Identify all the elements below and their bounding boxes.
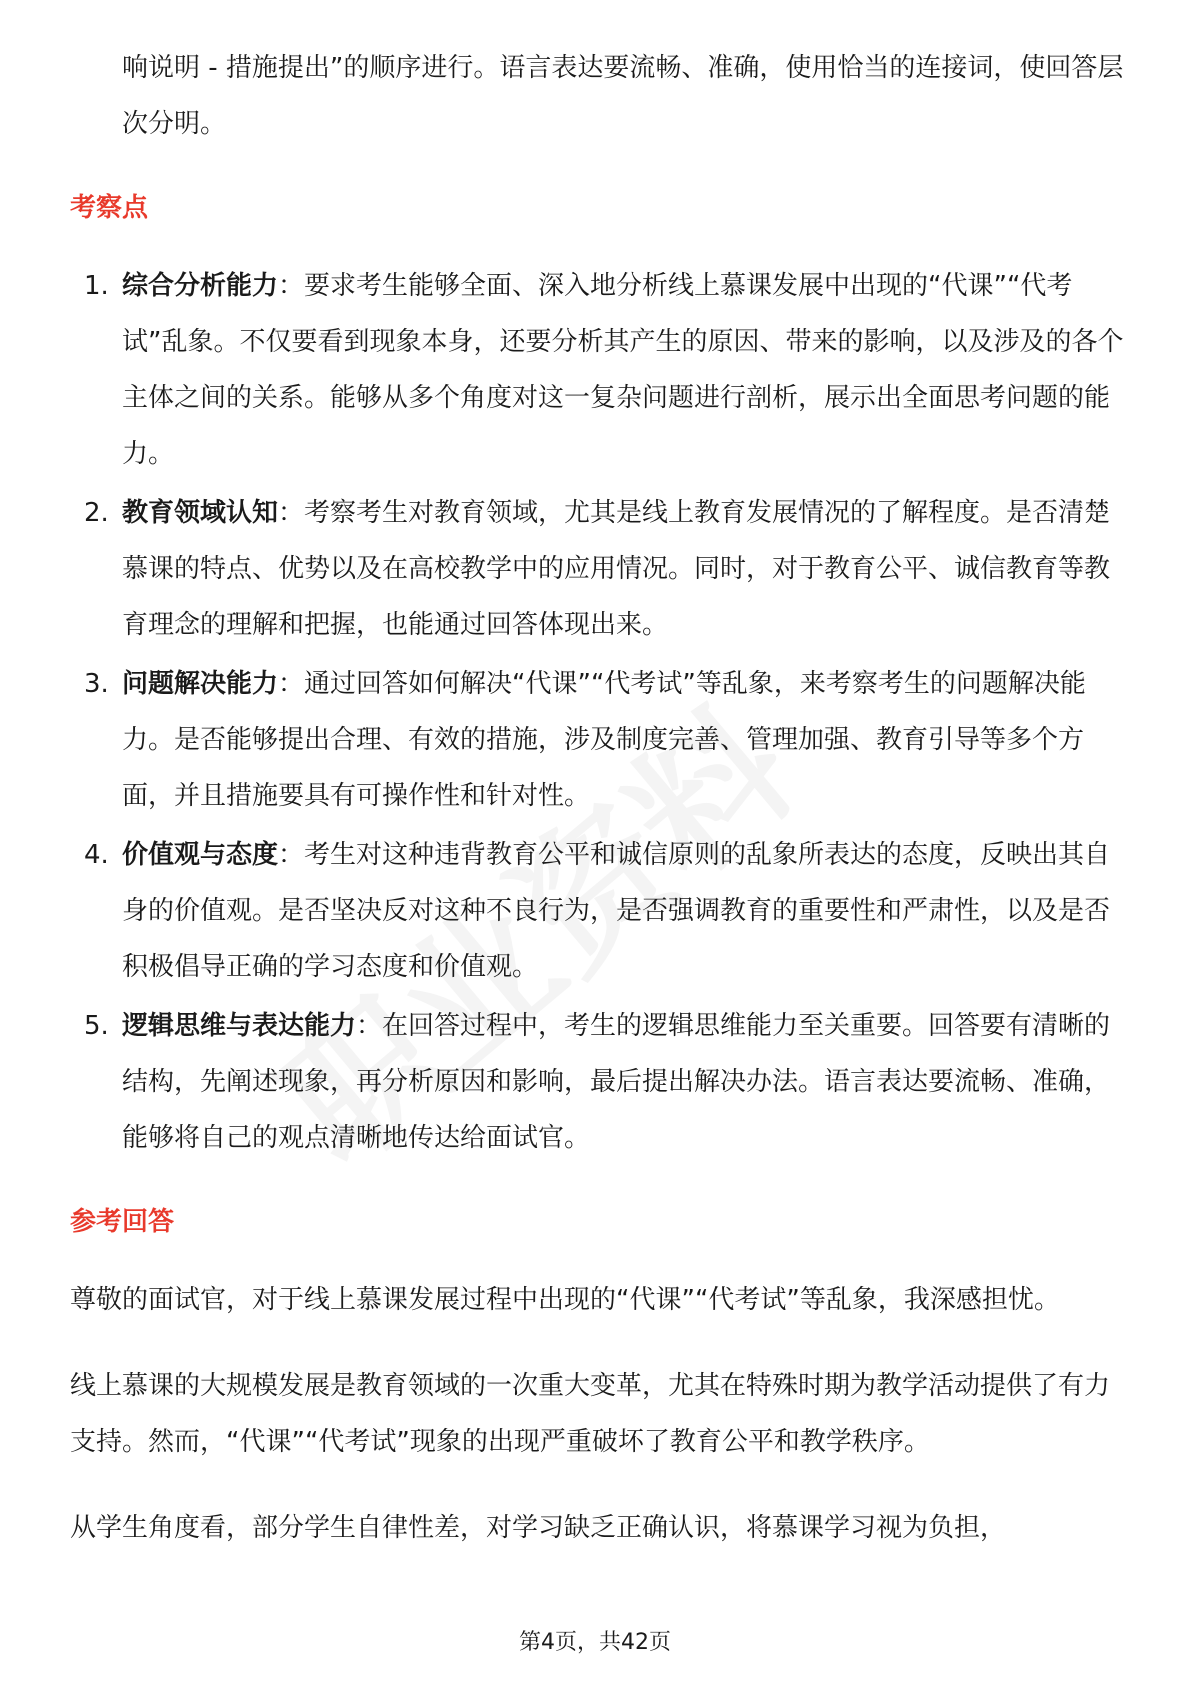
answer-paragraph: 线上慕课的大规模发展是教育领域的一次重大变革，尤其在特殊时期为教学活动提供了有力支持。然而，“代课”“代考试”现象的出现严重破坏了教育公平和教学秩序。 xyxy=(70,1371,1111,1457)
answer-paragraph: 尊敬的面试官，对于线上慕课发展过程中出现的“代课”“代考试”等乱象，我深感担忧。 xyxy=(70,1285,1060,1315)
examination-list xyxy=(70,258,1130,1166)
list-number: 5. xyxy=(84,1011,109,1041)
list-number: 4. xyxy=(84,840,109,870)
list-term: 逻辑思维与表达能力 xyxy=(122,1011,357,1041)
list-text: ：要求考生能够全面、深入地分析线上慕课发展中出现的“代课”“代考试”乱象。不仅要看到现象本身，还要分析其产生的原因、带来的影响，以及涉及的各个主体之间的关系。能够从多个角度对这一复杂问题进行剖析，展示出全面思考问题的能力。 xyxy=(122,271,1124,469)
list-item xyxy=(70,827,1130,995)
list-item xyxy=(70,485,1130,653)
list-text: ：在回答过程中，考生的逻辑思维能力至关重要。回答要有清晰的结构，先阐述现象，再分析原因和影响，最后提出解决办法。语言表达要流畅、准确，能够将自己的观点清晰地传达给面试官。 xyxy=(122,1011,1111,1153)
section-heading-examination: 考察点 xyxy=(70,193,149,223)
list-number: 2. xyxy=(84,498,109,528)
list-text: ：考察考生对教育领域，尤其是线上教育发展情况的了解程度。是否清楚慕课的特点、优势以及在高校教学中的应用情况。同时，对于教育公平、诚信教育等教育理念的理解和把握，也能通过回答体现出来。 xyxy=(122,498,1111,640)
list-number: 3. xyxy=(84,669,109,699)
list-item xyxy=(70,998,1130,1166)
list-term: 问题解决能力 xyxy=(122,669,279,699)
section-heading-answer: 参考回答 xyxy=(70,1207,175,1237)
list-term: 价值观与态度 xyxy=(122,840,279,870)
list-item xyxy=(70,258,1130,482)
document-page xyxy=(70,40,1130,1586)
list-text: ：考生对这种违背教育公平和诚信原则的乱象所表达的态度，反映出其自身的价值观。是否坚决反对这种不良行为，是否强调教育的重要性和严肃性，以及是否积极倡导正确的学习态度和价值观。 xyxy=(122,840,1111,982)
list-number: 1. xyxy=(84,271,109,301)
intro-continuation: 响说明 - 措施提出”的顺序进行。语言表达要流畅、准确，使用恰当的连接词，使回答层次分明。 xyxy=(122,53,1124,139)
list-item xyxy=(70,656,1130,824)
page-number-footer: 第4页，共42页 xyxy=(519,1630,671,1655)
list-term: 教育领域认知 xyxy=(122,498,279,528)
list-term: 综合分析能力 xyxy=(122,271,279,301)
list-text: ：通过回答如何解决“代课”“代考试”等乱象，来考察考生的问题解决能力。是否能够提出合理、有效的措施，涉及制度完善、管理加强、教育引导等多个方面，并且措施要具有可操作性和针对性。 xyxy=(122,669,1086,811)
answer-paragraph: 从学生角度看，部分学生自律性差，对学习缺乏正确认识，将慕课学习视为负担， xyxy=(70,1513,1007,1543)
